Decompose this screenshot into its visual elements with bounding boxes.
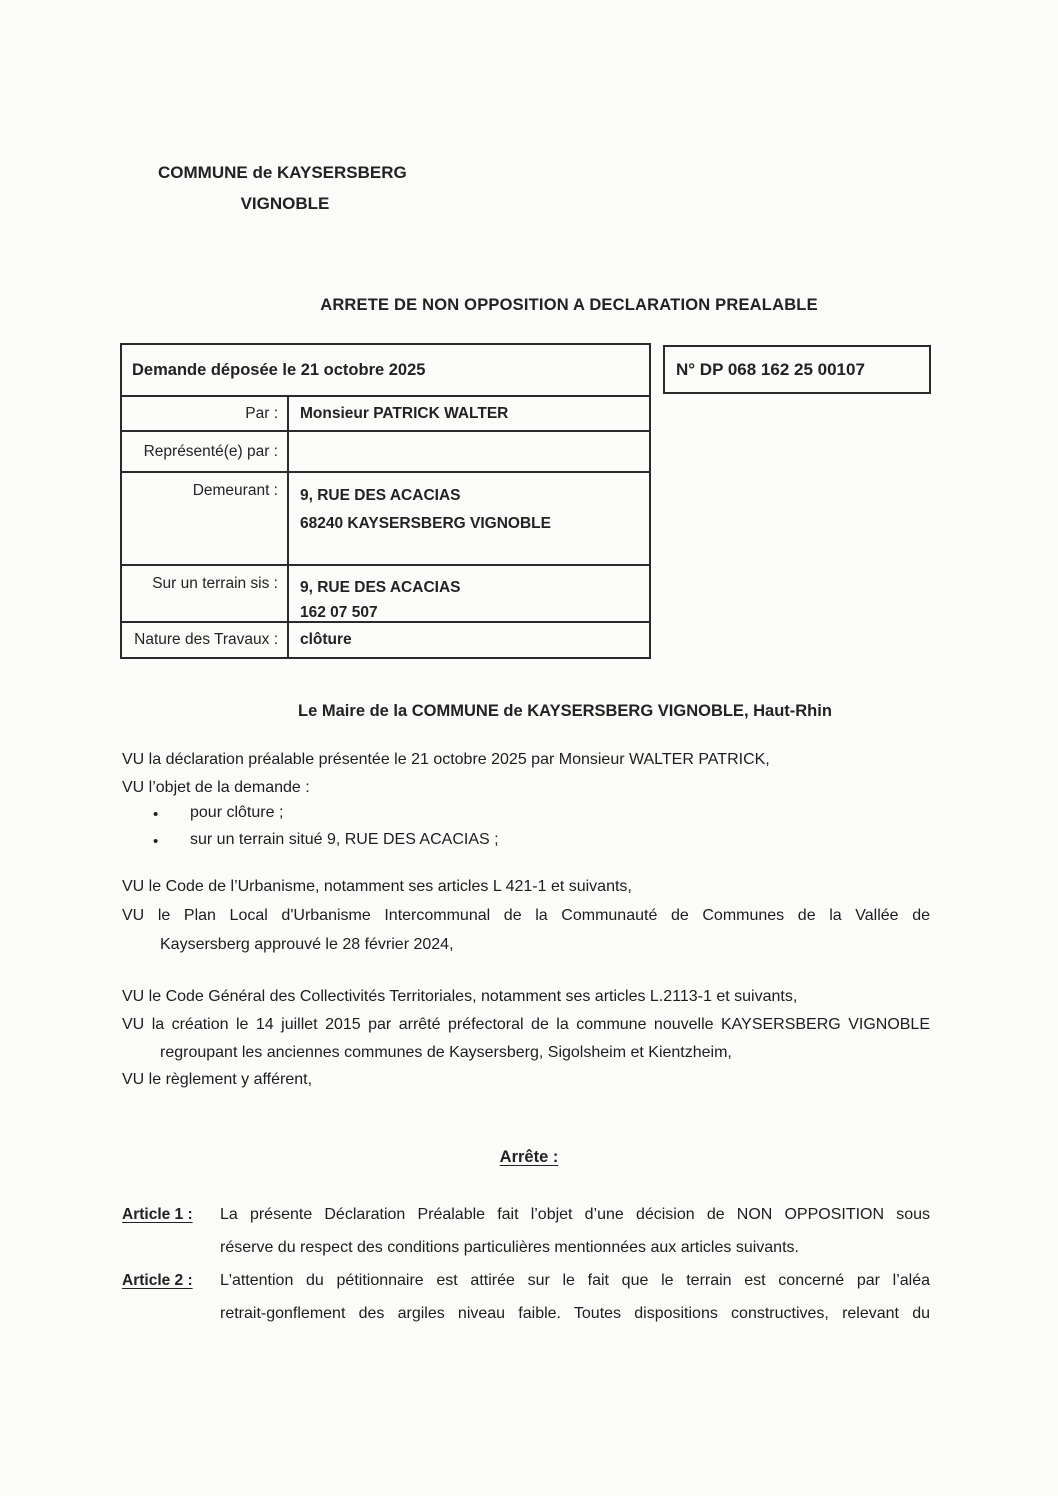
arrete-heading: Arrête :	[499, 1148, 559, 1166]
article2-line1: L'attention du pétitionnaire est attirée sur le fait que le terrain est concerné par l’aléa	[220, 1272, 930, 1289]
vu-creation-line1: VU la création le 14 juillet 2015 par arrêté préfectoral de la commune nouvelle KAYSERSBERG VIGNOBLE	[122, 1016, 930, 1033]
document-title: ARRETE DE NON OPPOSITION A DECLARATION PREALABLE	[320, 296, 818, 314]
article1-line1: La présente Déclaration Préalable fait l’objet d’une décision de NON OPPOSITION sous	[220, 1206, 930, 1223]
row-value: Monsieur PATRICK WALTER	[300, 404, 509, 422]
table-row-header	[122, 345, 649, 395]
article2-line2: retrait-gonflement des argiles niveau faible. Toutes dispositions constructives, relevant du	[220, 1305, 930, 1322]
commune-name-line1: COMMUNE de KAYSERSBERG	[158, 163, 407, 182]
vu-declaration: VU la déclaration préalable présentée le 21 octobre 2025 par Monsieur WALTER PATRICK,	[122, 751, 770, 768]
row-label: Demeurant :	[122, 473, 289, 564]
dossier-number-box	[663, 345, 931, 394]
article1-label: Article 1 :	[122, 1206, 193, 1223]
vu-creation-line2: regroupant les anciennes communes de Kaysersberg, Sigolsheim et Kientzheim,	[160, 1044, 732, 1061]
article2-label: Article 2 :	[122, 1272, 193, 1289]
table-row-par	[122, 395, 649, 430]
request-table	[120, 343, 651, 659]
vu-cgct: VU le Code Général des Collectivités Territoriales, notamment ses articles L.2113-1 et suivants,	[122, 988, 798, 1005]
table-row-demeurant	[122, 471, 649, 564]
vu-code-urbanisme: VU le Code de l’Urbanisme, notamment ses articles L 421-1 et suivants,	[122, 878, 632, 895]
table-row-nature	[122, 621, 649, 657]
row-label: Sur un terrain sis :	[122, 566, 289, 621]
row-label: Par :	[122, 397, 289, 430]
row-value	[289, 566, 649, 621]
bullet-icon: •	[153, 806, 159, 823]
vu-plu-line1: VU le Plan Local d'Urbanisme Intercommunal de la Communauté de Communes de la Vallée de	[122, 907, 930, 924]
row-label: Nature des Travaux :	[122, 623, 289, 657]
table-header-cell: Demande déposée le 21 octobre 2025	[132, 360, 426, 379]
bullet-icon: •	[153, 833, 159, 850]
row-label: Représenté(e) par :	[122, 432, 289, 471]
dossier-number: N° DP 068 162 25 00107	[676, 359, 865, 379]
commune-letterhead	[158, 157, 412, 219]
row-value: clôture	[300, 631, 352, 648]
row-value	[289, 432, 649, 471]
vu-reglement: VU le règlement y afférent,	[122, 1071, 313, 1088]
row-value	[289, 473, 649, 564]
address-line: 68240 KAYSERSBERG VIGNOBLE	[300, 515, 551, 532]
commune-name-line2: VIGNOBLE	[240, 194, 330, 213]
vu-plu-line2: Kaysersberg approuvé le 28 février 2024,	[160, 936, 454, 953]
vu-objet: VU l’objet de la demande :	[122, 779, 310, 796]
terrain-line: 162 07 507	[300, 604, 378, 621]
maire-heading: Le Maire de la COMMUNE de KAYSERSBERG VIGNOBLE, Haut-Rhin	[298, 702, 832, 720]
article1-line2: réserve du respect des conditions particulières mentionnées aux articles suivants.	[220, 1239, 799, 1256]
table-row-represente	[122, 430, 649, 471]
table-row-terrain	[122, 564, 649, 621]
terrain-line: 9, RUE DES ACACIAS	[300, 579, 461, 596]
address-line: 9, RUE DES ACACIAS	[300, 487, 461, 504]
bullet-item-cloture: pour clôture ;	[190, 804, 284, 821]
bullet-item-terrain: sur un terrain situé 9, RUE DES ACACIAS ;	[190, 831, 499, 848]
